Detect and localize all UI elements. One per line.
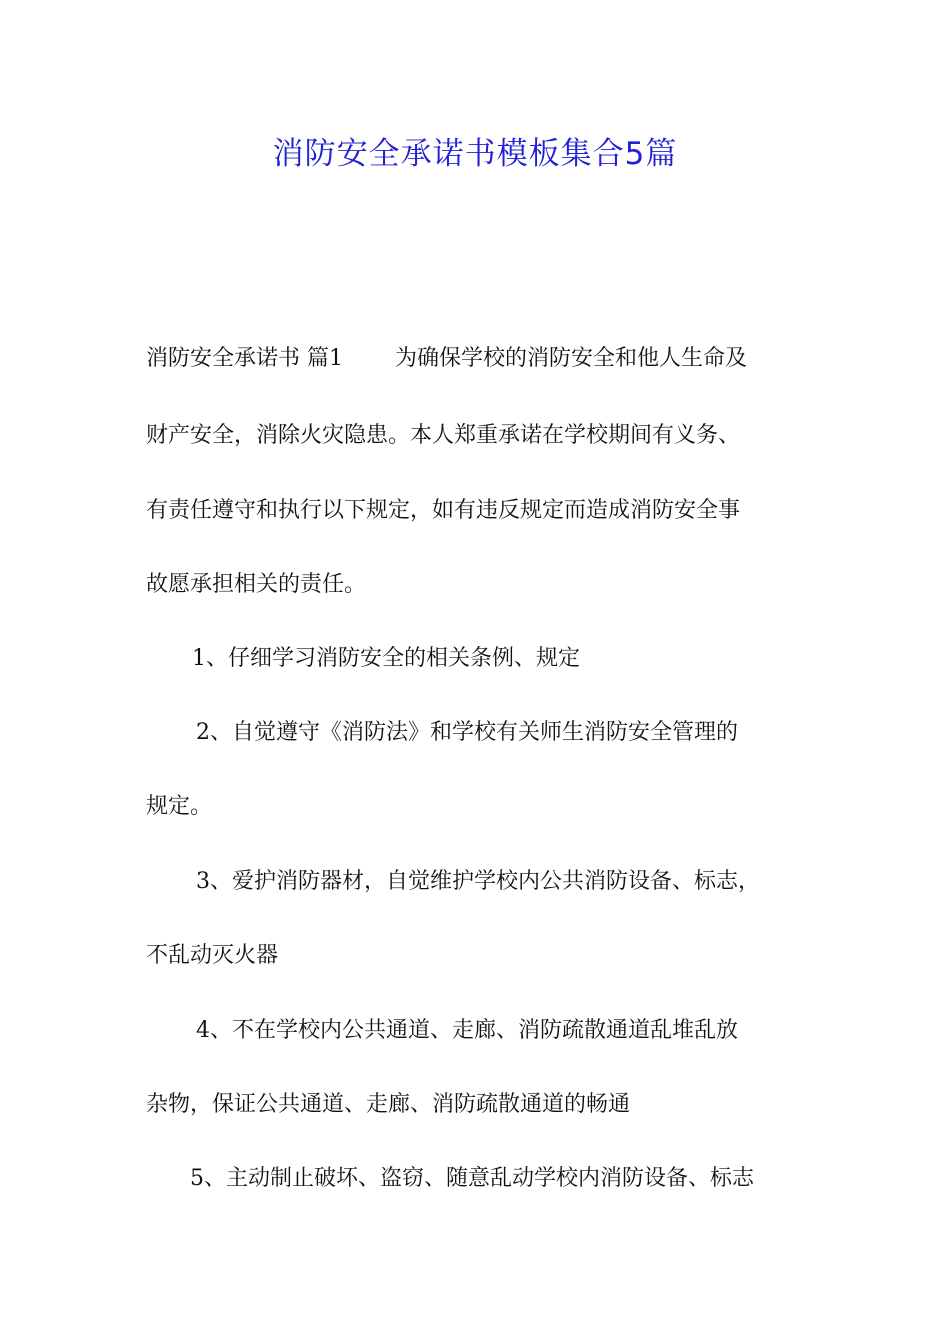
list-item-4: 4、不在学校内公共通道、走廊、消防疏散通道乱堆乱放 — [196, 1018, 738, 1043]
section-heading: 消防安全承诺书 篇1 — [146, 346, 343, 371]
list-item-1: 1、仔细学习消防安全的相关条例、规定 — [192, 646, 580, 671]
list-item-2: 2、自觉遵守《消防法》和学校有关师生消防安全管理的 — [196, 720, 738, 745]
list-item-3: 3、爱护消防器材，自觉维护学校内公共消防设备、标志， — [196, 869, 760, 894]
list-item-5: 5、主动制止破坏、盗窃、随意乱动学校内消防设备、标志 — [190, 1166, 754, 1191]
document-title: 消防安全承诺书模板集合5篇 — [272, 136, 678, 172]
list-item-2-continued: 规定。 — [146, 794, 213, 819]
paragraph-line-4: 故愿承担相关的责任。 — [146, 572, 367, 597]
list-item-3-continued: 不乱动灭火器 — [146, 943, 279, 968]
paragraph-line-3: 有责任遵守和执行以下规定，如有违反规定而造成消防安全事 — [146, 498, 741, 523]
paragraph-line-2: 财产安全，消除火灾隐患。本人郑重承诺在学校期间有义务、 — [146, 423, 741, 448]
paragraph-line-1-text: 为确保学校的消防安全和他人生命及 — [395, 346, 748, 371]
paragraph-line-1 — [146, 344, 747, 374]
list-item-4-continued: 杂物，保证公共通道、走廊、消防疏散通道的畅通 — [146, 1092, 631, 1117]
